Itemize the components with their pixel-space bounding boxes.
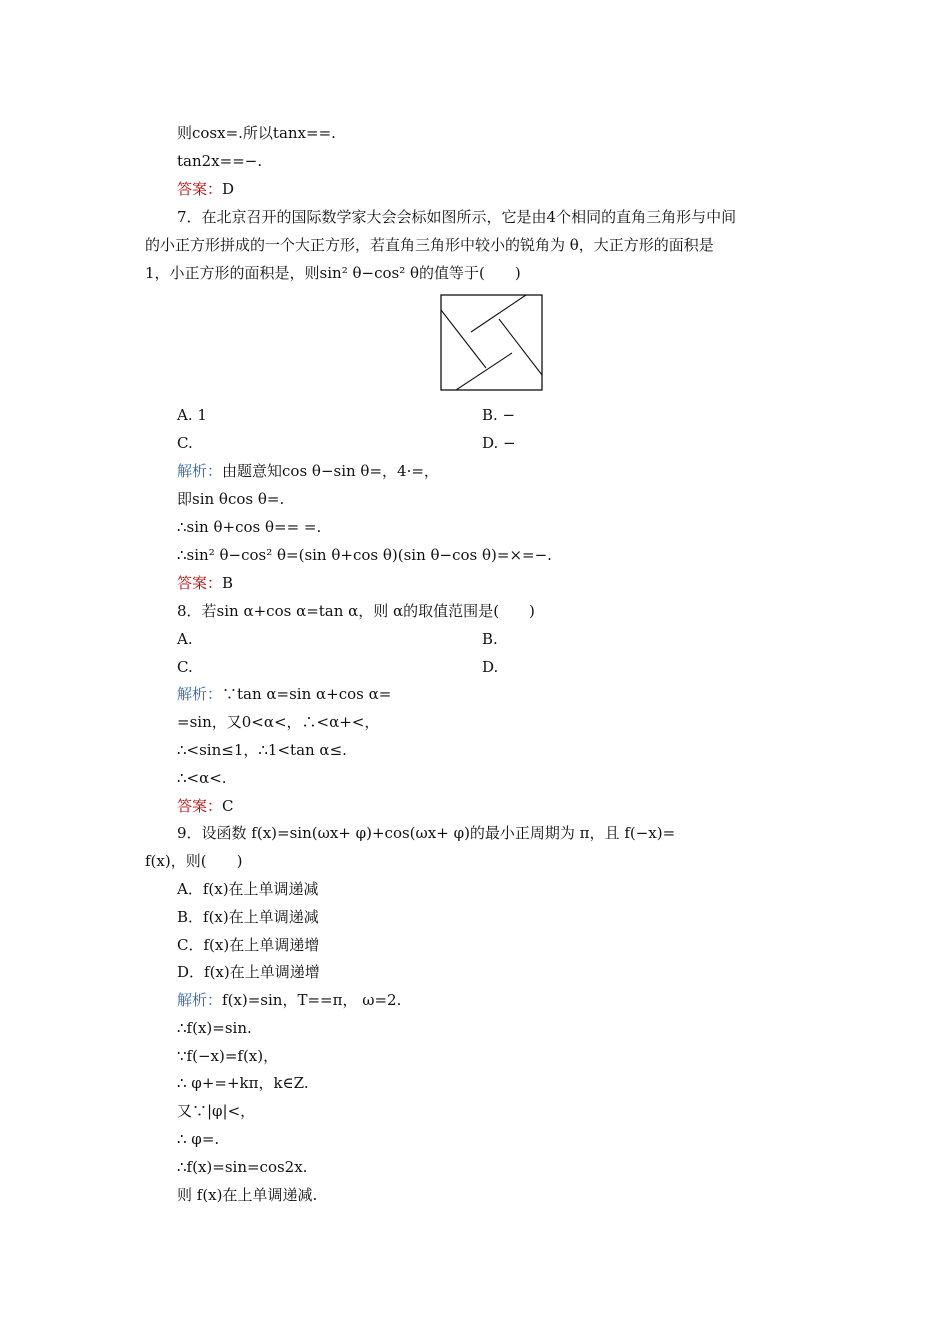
option-d: D. (482, 658, 499, 676)
answer-line (177, 796, 234, 816)
solution-line: 即sin θcos θ=. (177, 490, 285, 508)
option-b: B. − (482, 406, 516, 424)
solution-line: 解析：由题意知cos θ−sin θ=，4·=， (177, 462, 439, 480)
solution-line: 又∵|φ|<， (177, 1102, 256, 1120)
solution-line: =sin，又0<α<，∴<α+<， (177, 713, 380, 731)
question-7-line-2: 的小正方形拼成的一个大正方形，若直角三角形中较小的锐角为 θ，大正方形的面积是 (145, 236, 714, 254)
text-line: tan2x==−. (177, 152, 263, 170)
option-c: C. (177, 658, 193, 676)
question-8: 8．若sin α+cos α=tan α，则 α的取值范围是( ) (177, 602, 535, 620)
solution-line: ∴ φ+=+kπ，k∈Z. (177, 1074, 309, 1092)
solution-line: ∴sin θ+cos θ== =. (177, 518, 322, 536)
solution-line: ∵f(−x)=f(x)， (177, 1047, 279, 1065)
pinwheel-square-figure (440, 294, 544, 392)
solution-label: 解析： (177, 991, 223, 1009)
text-line: 则cosx=.所以tanx==. (177, 124, 336, 142)
solution-line: ∴f(x)=sin=cos2x. (177, 1158, 308, 1176)
option-d: D. − (482, 434, 516, 452)
solution-line: ∴<α<. (177, 769, 227, 787)
answer-value: B (222, 574, 234, 592)
option-d: D．f(x)在上单调递增 (177, 963, 320, 981)
solution-line: ∴ φ=. (177, 1130, 220, 1148)
option-a: A．f(x)在上单调递减 (177, 880, 319, 898)
solution-line: ∴sin² θ−cos² θ=(sin θ+cos θ)(sin θ−cos θ)=×=−. (177, 546, 552, 564)
answer-label: 答案： (177, 180, 223, 198)
solution-label: 解析： (177, 462, 223, 480)
answer-line (177, 573, 233, 593)
option-a: A. (177, 630, 193, 648)
option-a: A. 1 (177, 406, 207, 424)
answer-label: 答案： (177, 574, 223, 592)
option-c: C．f(x)在上单调递增 (177, 936, 320, 954)
solution-line: 解析：∵tan α=sin α+cos α= (177, 685, 392, 703)
question-9-line-2: f(x)，则( ) (145, 852, 243, 870)
answer-value: C (222, 797, 234, 815)
question-9-line-1: 9．设函数 f(x)=sin(ωx+ φ)+cos(ωx+ φ)的最小正周期为 π，且 f(−x)= (177, 824, 676, 842)
option-b: B．f(x)在上单调递减 (177, 908, 319, 926)
question-7-line-1: 7．在北京召开的国际数学家大会会标如图所示，它是由4个相同的直角三角形与中间 (177, 208, 737, 226)
solution-line: 则 f(x)在上单调递减. (177, 1186, 318, 1204)
option-c: C. (177, 434, 193, 452)
solution-line: ∴<sin≤1，∴1<tan α≤. (177, 741, 347, 759)
option-b: B. (482, 630, 498, 648)
question-7-line-3: 1，小正方形的面积是，则sin² θ−cos² θ的值等于( ) (145, 264, 521, 282)
solution-line: ∴f(x)=sin. (177, 1019, 252, 1037)
solution-label: 解析： (177, 685, 223, 703)
answer-line (177, 179, 234, 199)
answer-value: D (222, 180, 235, 198)
answer-label: 答案： (177, 797, 223, 815)
solution-line: 解析：f(x)=sin，T==π， ω=2. (177, 991, 402, 1009)
